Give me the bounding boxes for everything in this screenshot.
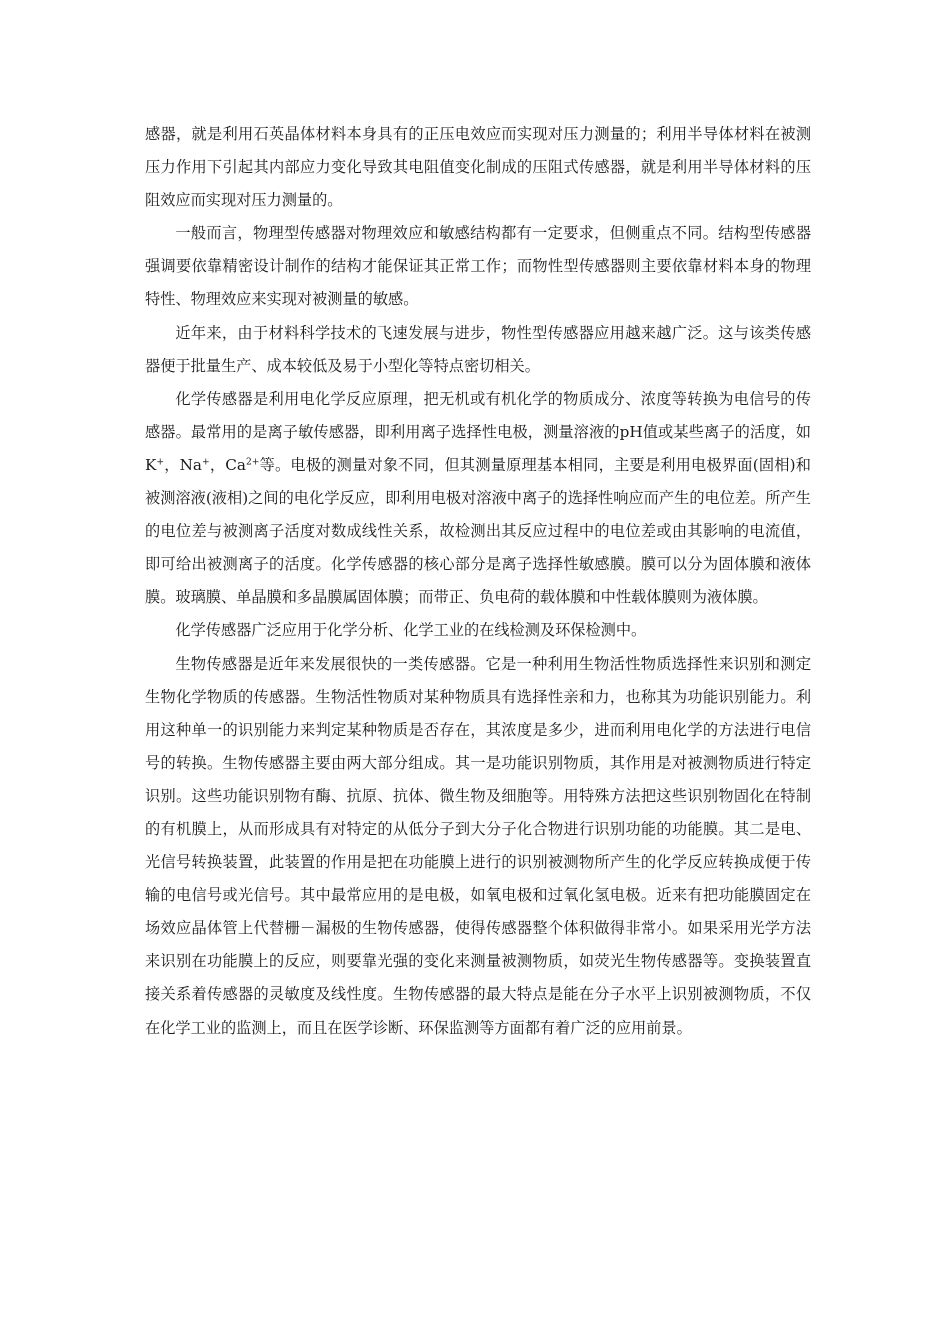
chem-text-after: 等。电极的测量对象不同，但其测量原理基本相同，主要是利用电极界面(固相)和被测溶液(液相)之间的电化学反应，即利用电极对溶液中离子的选择性响应而产生的电位差。所产生的电位差与被测离子活度对数成线性关系，故检测出其反应过程中的电位差或由其影响的电流值，即可给出被测离子的活度。化学传感器的核心部分是离子选择性敏感膜。膜可以分为固体膜和液体膜。玻璃膜、单晶膜和多晶膜属固体膜；而带正、负电荷的载体膜和中性载体膜则为液体膜。 [145,455,811,607]
chem-text-mid1: ，Na [164,455,202,474]
calcium-charge: 2+ [245,457,260,468]
chem-text-before: 化学传感器是利用电化学反应原理，把无机或有机化学的物质成分、浓度等转换为电信号的传感器。最常用的是离子敏传感器，即利用离子选择性电极，测量溶液的pH值或某些离子的活度，如K [145,389,811,474]
chem-text-mid2: ，Ca [209,455,246,474]
paragraph-continuation: 感器，就是利用石英晶体材料本身具有的正压电效应而实现对压力测量的；利用半导体材料在被测压力作用下引起其内部应力变化导致其电阻值变化制成的压阻式传感器，就是利用半导体材料的压阻效应而实现对压力测量的。 [145,125,811,210]
paragraph-physical-sensor-summary: 一般而言，物理型传感器对物理效应和敏感结构都有一定要求，但侧重点不同。结构型传感器强调要依靠精密设计制作的结构才能保证其正常工作；而物性型传感器则主要依靠材料本身的物理特性、物理效应来实现对被测量的敏感。 [145,224,811,309]
document-body [145,118,811,1045]
paragraph-biosensor: 生物传感器是近年来发展很快的一类传感器。它是一种利用生物活性物质选择性来识别和测定生物化学物质的传感器。生物活性物质对某种物质具有选择性亲和力，也称其为功能识别能力。利用这种单一的识别能力来判定某种物质是否存在，其浓度是多少，进而利用电化学的方法进行电信号的转换。生物传感器主要由两大部分组成。其一是功能识别物质，其作用是对被测物质进行特定识别。这些功能识别物有酶、抗原、抗体、微生物及细胞等。用特殊方法把这些识别物固化在特制的有机膜上，从而形成具有对特定的从低分子到大分子化合物进行识别功能的功能膜。其二是电、光信号转换装置，此装置的作用是把在功能膜上进行的识别被测物所产生的化学反应转换成便于传输的电信号或光信号。其中最常应用的是电极，如氧电极和过氧化氢电极。近来有把功能膜固定在场效应晶体管上代替栅－漏极的生物传感器，使得传感器整个体积做得非常小。如果采用光学方法来识别在功能膜上的反应，则要靠光强的变化来测量被测物质，如荧光生物传感器等。变换装置直接关系着传感器的灵敏度及线性度。生物传感器的最大特点是能在分子水平上识别被测物质，不仅在化学工业的监测上，而且在医学诊断、环保监测等方面都有着广泛的应用前景。 [145,654,811,1037]
paragraph-chemical-sensor [145,383,811,615]
sodium-charge: + [201,457,210,468]
paragraph-chemical-sensor-applications: 化学传感器广泛应用于化学分析、化学工业的在线检测及环保检测中。 [175,621,647,640]
paragraph-physical-sensor-trend: 近年来，由于材料科学技术的飞速发展与进步，物性型传感器应用越来越广泛。这与该类传感器便于批量生产、成本较低及易于小型化等特点密切相关。 [145,323,811,375]
potassium-charge: + [156,457,164,468]
